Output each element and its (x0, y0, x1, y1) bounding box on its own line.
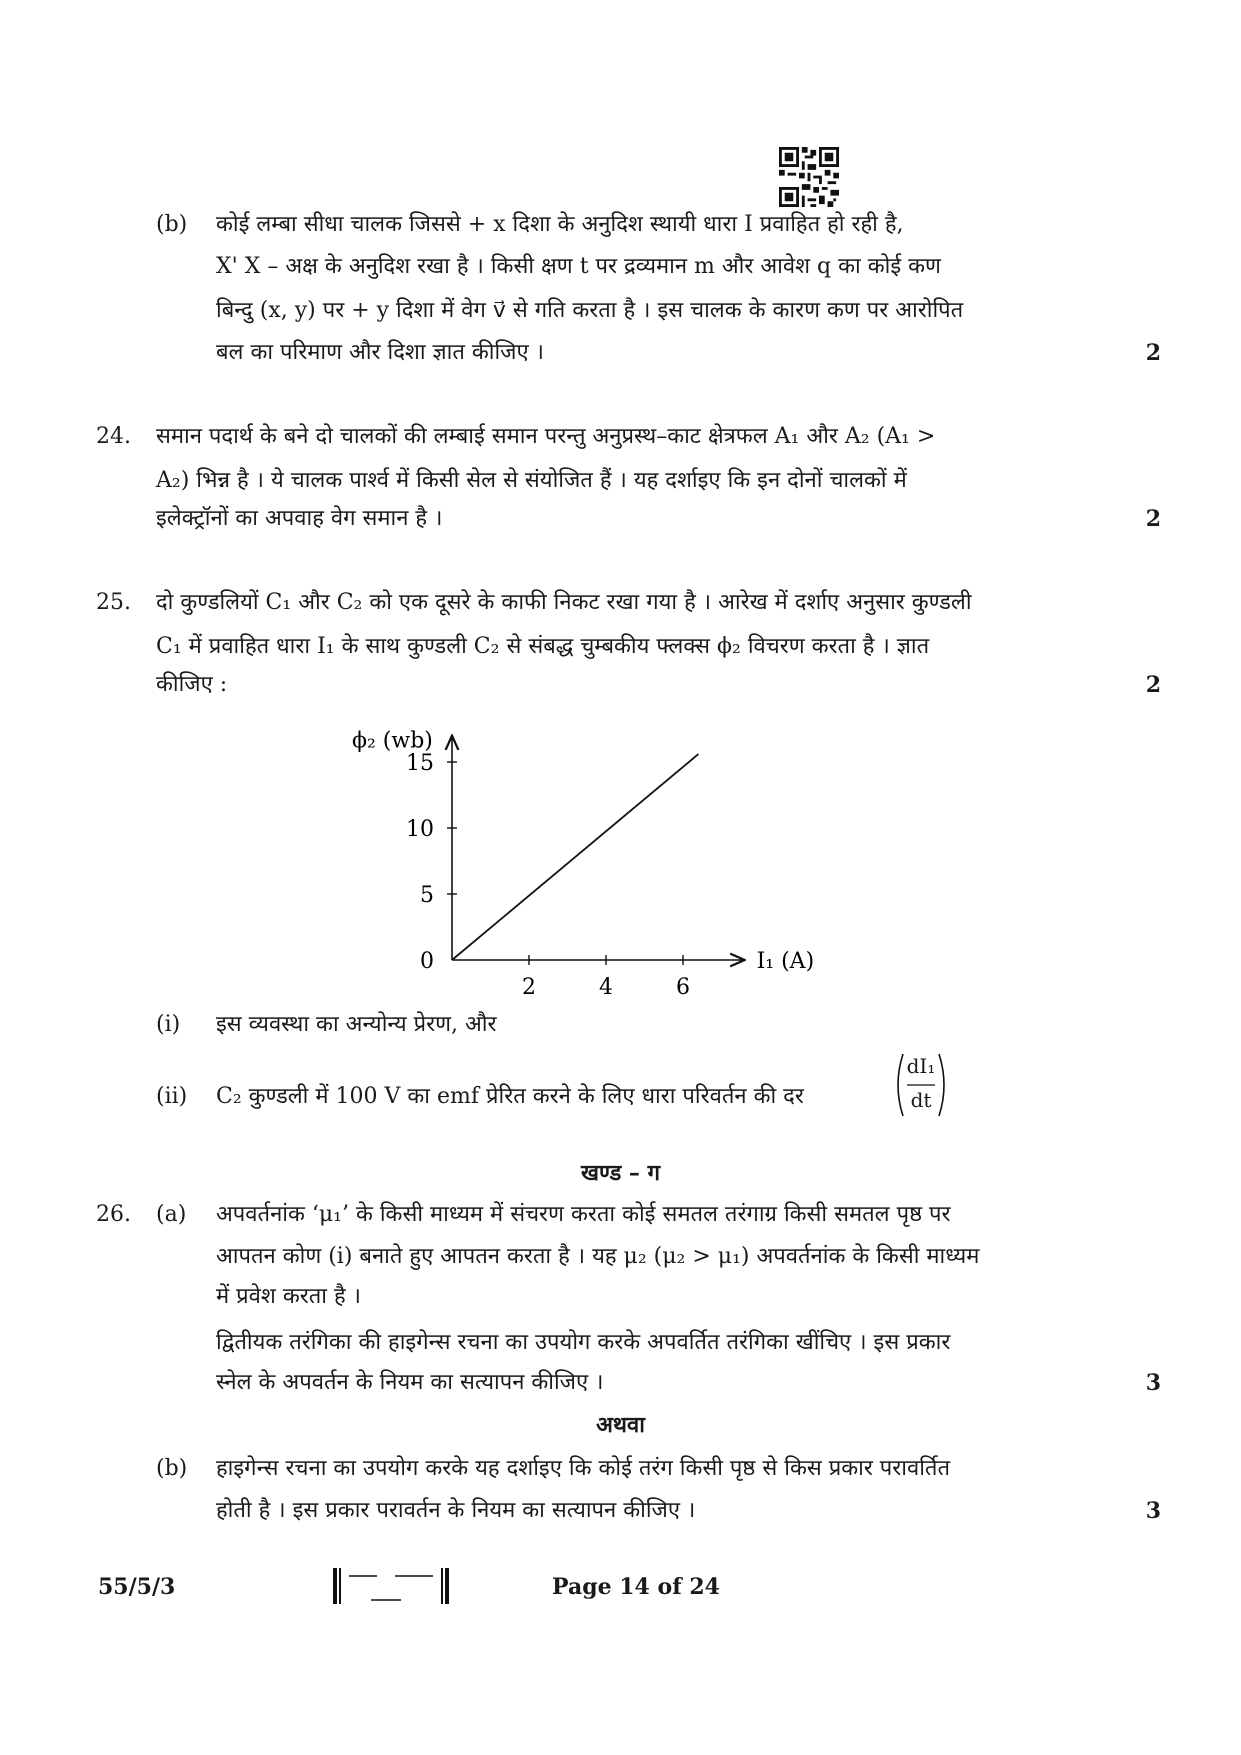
section-title: खण्ड – ग (581, 1160, 660, 1186)
question-text-line: कोई लम्बा सीधा चालक जिससे + x दिशा के अनुदिश स्थायी धारा I प्रवाहित हो रही है, (216, 212, 904, 237)
or-divider: अथवा (596, 1412, 645, 1438)
question-text-line: बल का परिमाण और दिशा ज्ञात कीजिए । (216, 340, 544, 365)
derivative-fraction (893, 1050, 949, 1120)
question-number: 25. (96, 590, 131, 615)
question-text-line: इस व्यवस्था का अन्योन्य प्रेरण, और (216, 1012, 497, 1037)
marks: 2 (1145, 672, 1161, 698)
marks: 3 (1145, 1498, 1161, 1524)
flux-current-graph (340, 705, 860, 1010)
flux-line (452, 754, 698, 960)
question-text-line: होती है । इस प्रकार परावर्तन के नियम का सत्यापन कीजिए । (216, 1498, 696, 1523)
y-axis-label: ϕ₂ (wb) (352, 728, 433, 754)
question-part-label: (b) (156, 1456, 188, 1481)
page-number: Page 14 of 24 (552, 1574, 720, 1600)
marks: 2 (1145, 340, 1161, 366)
question-text-line: में प्रवेश करता है । (216, 1284, 361, 1309)
y-tick-label: 10 (406, 817, 434, 842)
x-tick-label: 4 (599, 975, 613, 1000)
fraction-numerator: dI₁ (906, 1054, 936, 1078)
question-text-line: X' X – अक्ष के अनुदिश रखा है । किसी क्षण t पर द्रव्यमान m और आवेश q का कोई कण (216, 254, 941, 279)
question-text-line: द्वितीयक तरंगिका की हाइगेन्स रचना का उपयोग करके अपवर्तित तरंगिका खींचिए । इस प्रकार (216, 1330, 951, 1355)
fraction-denominator: dt (910, 1088, 932, 1112)
question-text-line: हाइगेन्स रचना का उपयोग करके यह दर्शाइए कि कोई तरंग किसी पृष्ठ से किस प्रकार परावर्तित (216, 1456, 951, 1481)
qr-code (779, 147, 839, 207)
marks: 3 (1145, 1370, 1161, 1396)
barcode-mark (333, 1566, 451, 1606)
x-axis-label: I₁ (A) (756, 949, 815, 974)
y-tick-label: 0 (420, 949, 434, 974)
question-part-label: (b) (156, 212, 188, 237)
question-text-line: C₁ में प्रवाहित धारा I₁ के साथ कुण्डली C₂ से संबद्ध चुम्बकीय फ्लक्स ϕ₂ विचरण करता है । ज्ञात (156, 634, 930, 659)
question-text-line: आपतन कोण (i) बनाते हुए आपतन करता है । यह μ₂ (μ₂ > μ₁) अपवर्तनांक के किसी माध्यम (216, 1244, 980, 1269)
marks: 2 (1145, 506, 1161, 532)
y-tick-label: 5 (420, 883, 434, 908)
paper-code: 55/5/3 (98, 1574, 176, 1600)
question-text-line: अपवर्तनांक ‘μ₁’ के किसी माध्यम में संचरण करता कोई समतल तरंगाग्र किसी समतल पृष्ठ पर (216, 1202, 951, 1227)
question-text-line: इलेक्ट्रॉनों का अपवाह वेग समान है । (156, 506, 443, 531)
question-part-label: (a) (156, 1202, 187, 1227)
x-tick-label: 2 (522, 975, 536, 1000)
question-text-line: समान पदार्थ के बने दो चालकों की लम्बाई समान परन्तु अनुप्रस्थ–काट क्षेत्रफल A₁ और A₂ (A₁ > (156, 424, 936, 449)
question-part-label: (ii) (156, 1084, 188, 1109)
question-text-line: C₂ कुण्डली में 100 V का emf प्रेरित करने के लिए धारा परिवर्तन की दर (216, 1084, 804, 1109)
question-text-line: बिन्दु (x, y) पर + y दिशा में वेग v⃗ से गति करता है । इस चालक के कारण कण पर आरोपित (216, 298, 964, 323)
question-text-line: A₂) भिन्न है । ये चालक पार्श्व में किसी सेल से संयोजित हैं । यह दर्शाइए कि इन दोनों चालकों में (156, 468, 907, 493)
question-text-line: दो कुण्डलियों C₁ और C₂ को एक दूसरे के काफी निकट रखा गया है । आरेख में दर्शाए अनुसार कुण्डली (156, 590, 972, 615)
x-tick-label: 6 (676, 975, 690, 1000)
y-tick-label: 15 (406, 751, 434, 776)
question-number: 26. (96, 1202, 131, 1227)
question-part-label: (i) (156, 1012, 181, 1037)
question-text-line: स्नेल के अपवर्तन के नियम का सत्यापन कीजिए । (216, 1370, 604, 1395)
question-number: 24. (96, 424, 131, 449)
question-text-line: कीजिए : (156, 672, 228, 697)
